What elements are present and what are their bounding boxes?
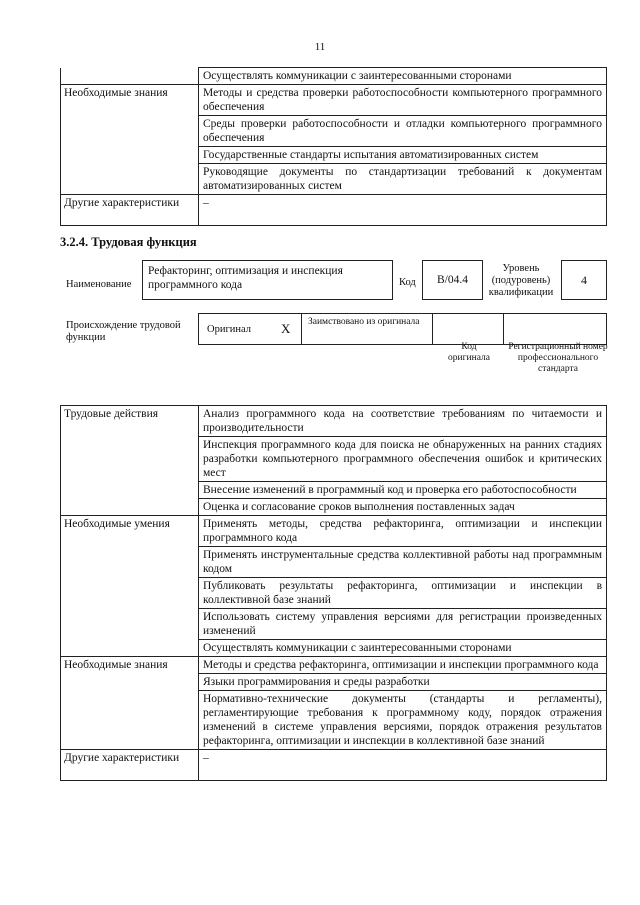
borrowed-label: Заимствовано из оригинала — [308, 317, 420, 327]
row-text: Нормативно-технические документы (стандарты и регламенты), регламентирующие требования к программному коду, порядок отражения изменений в системе управления версиями, порядок отражения результатов рефакторинга, оптимизации и инспекции в коллективной базе знаний — [199, 691, 607, 750]
row-label: Необходимые умения — [61, 516, 199, 547]
table-row — [61, 116, 607, 147]
row-text: Применять методы, средства рефакторинга, оптимизации и инспекции программного кода — [199, 516, 607, 547]
table-row — [61, 406, 607, 437]
row-text: Государственные стандарты испытания автоматизированных систем — [199, 147, 607, 164]
name-label: Наименование — [66, 279, 132, 290]
row-text: Публиковать результаты рефакторинга, оптимизации и инспекции в коллективной базе знаний — [199, 578, 607, 609]
row-text: Методы и средства проверки работоспособности компьютерного программного обеспечения — [199, 85, 607, 116]
row-text: Методы и средства рефакторинга, оптимизации и инспекции программного кода — [199, 657, 607, 674]
table-row — [61, 147, 607, 164]
row-label: Другие характеристики — [61, 750, 199, 781]
row-text: – — [199, 750, 607, 781]
row-text: Осуществлять коммуникации с заинтересованными сторонами — [199, 68, 607, 85]
table-row — [61, 68, 607, 85]
function-table — [60, 405, 607, 781]
row-text: Внесение изменений в программный код и проверка его работоспособности — [199, 482, 607, 499]
row-label — [61, 691, 199, 750]
table-row — [61, 547, 607, 578]
row-text: Анализ программного кода на соответствие требованиям по читаемости и производительности — [199, 406, 607, 437]
row-label — [61, 499, 199, 516]
row-label — [61, 640, 199, 657]
page-number: 11 — [314, 41, 326, 53]
row-label: Необходимые знания — [61, 85, 199, 116]
row-label: Другие характеристики — [61, 195, 199, 226]
table-row — [61, 482, 607, 499]
row-label: Трудовые действия — [61, 406, 199, 437]
level-box — [561, 260, 607, 300]
row-label — [61, 609, 199, 640]
table-row — [61, 499, 607, 516]
table-row — [61, 195, 607, 226]
row-label: Необходимые знания — [61, 657, 199, 674]
row-text: Инспекция программного кода для поиска не обнаруженных на ранних стадиях разработки компьютерного программного обеспечения ошибок и критических мест — [199, 437, 607, 482]
code-label: Код — [399, 277, 416, 288]
table-row — [61, 657, 607, 674]
row-label — [61, 547, 199, 578]
row-label — [61, 116, 199, 147]
level-label: Уровень (подуровень) квалификации — [488, 263, 554, 298]
row-text: Среды проверки работоспособности и отладки компьютерного программного обеспечения — [199, 116, 607, 147]
origin-label: Происхождение трудовой функции — [66, 320, 181, 343]
table-row — [61, 516, 607, 547]
original-label: Оригинал — [207, 324, 251, 335]
row-label — [61, 674, 199, 691]
row-text: Оценка и согласование сроков выполнения поставленных задач — [199, 499, 607, 516]
row-text: Использовать систему управления версиями для регистрации произведенных изменений — [199, 609, 607, 640]
knowledge-table-continued — [60, 67, 607, 226]
table-row — [61, 640, 607, 657]
original-code-box — [432, 313, 504, 345]
row-text: – — [199, 195, 607, 226]
row-text: Применять инструментальные средства коллективной работы над программным кодом — [199, 547, 607, 578]
function-name-box — [142, 260, 393, 300]
table-row — [61, 164, 607, 195]
table-row — [61, 609, 607, 640]
row-label — [61, 68, 199, 85]
table-row — [61, 437, 607, 482]
table-row — [61, 85, 607, 116]
row-label — [61, 482, 199, 499]
table-row — [61, 674, 607, 691]
reg-caption: Регистрационный номер профессионального стандарта — [508, 342, 608, 374]
table-row — [61, 750, 607, 781]
original-mark: X — [281, 321, 291, 336]
function-code-box — [422, 260, 483, 300]
row-label — [61, 147, 199, 164]
row-label — [61, 578, 199, 609]
row-label — [61, 164, 199, 195]
table-row — [61, 691, 607, 750]
level-value: 4 — [581, 273, 587, 287]
original-box — [198, 313, 302, 345]
section-title: 3.2.4. Трудовая функция — [60, 235, 197, 249]
function-name: Рефакторинг, оптимизация и инспекция программного кода — [148, 265, 343, 291]
function-code: B/04.4 — [437, 274, 468, 286]
row-label — [61, 437, 199, 482]
table-row — [61, 578, 607, 609]
row-text: Осуществлять коммуникации с заинтересованными сторонами — [199, 640, 607, 657]
row-text: Языки программирования и среды разработки — [199, 674, 607, 691]
borrowed-box — [301, 313, 433, 345]
code-caption: Код оригинала — [448, 342, 490, 363]
row-text: Руководящие документы по стандартизации требований к документам автоматизированных систем — [199, 164, 607, 195]
reg-number-box — [503, 313, 607, 345]
